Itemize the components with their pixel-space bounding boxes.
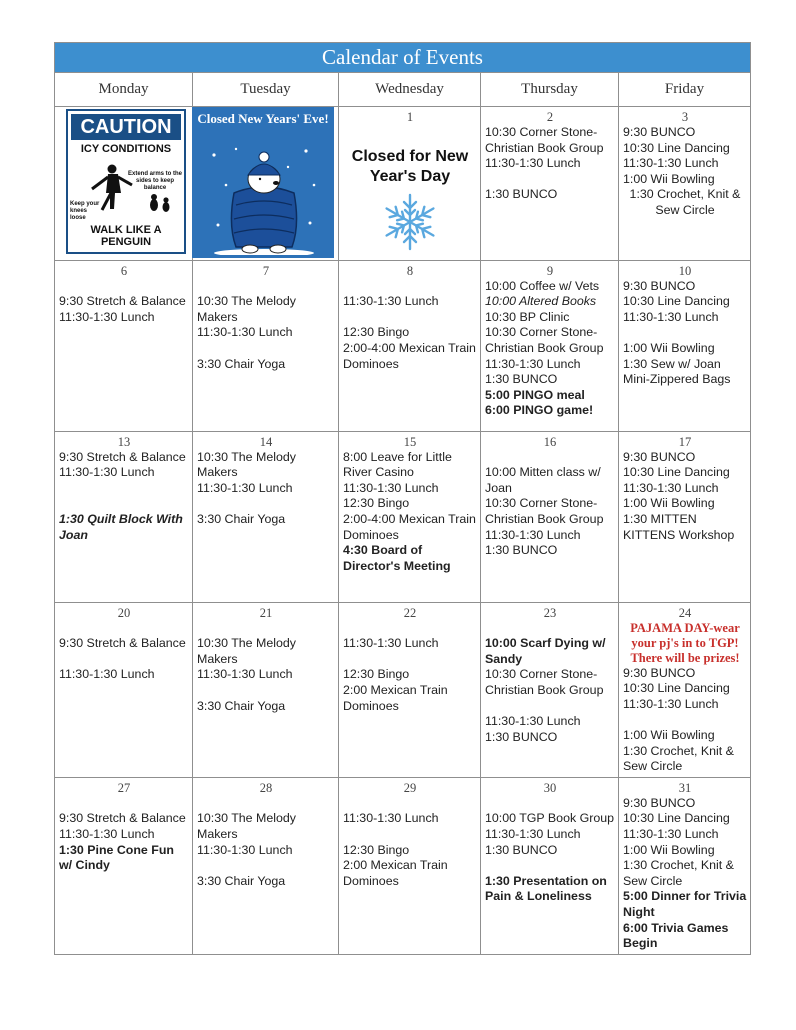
event-line: 10:30 Corner Stone-Christian Book Group <box>485 667 604 697</box>
day-number: 3 <box>681 110 689 124</box>
day-header-thursday: Thursday <box>481 73 619 107</box>
spacer <box>343 796 477 812</box>
event-line: 1:30 BUNCO <box>485 543 558 558</box>
day-number: 24 <box>678 605 692 620</box>
event-line: 11:30-1:30 Lunch <box>623 696 719 711</box>
spacer <box>623 712 747 728</box>
day-cell-week4-thu <box>481 602 619 777</box>
event-line: 10:30 Corner Stone-Christian Book Group <box>485 325 604 355</box>
pajama-day-notice: PAJAMA DAY-wear your pj's in to TGP! There will be prizes! <box>630 620 740 665</box>
spacer <box>485 450 615 466</box>
closed-new-years-day-text: Closed for New Year's Day <box>351 148 469 185</box>
day-number: 13 <box>117 434 131 449</box>
event-line: 11:30-1:30 Lunch <box>59 826 155 841</box>
event-line: 3:30 Chair Yoga <box>197 873 286 888</box>
day-cell-week2-mon <box>55 260 193 431</box>
event-line: 9:30 BUNCO <box>623 795 696 810</box>
day-number: 1 <box>406 110 414 124</box>
event-line: 1:30 Crochet, Knit & Sew Circle <box>623 743 738 774</box>
day-cell-week3-tue <box>193 431 339 602</box>
event-line: 10:30 The Melody Makers <box>197 811 300 841</box>
event-line: 11:30-1:30 Lunch <box>343 480 439 495</box>
event-line: 11:30-1:30 Lunch <box>485 714 581 729</box>
day-number: 15 <box>403 434 417 449</box>
day-header-friday: Friday <box>619 73 751 107</box>
event-line: 1:00 Wii Bowling <box>623 171 715 186</box>
day-cell-week4-tue <box>193 602 339 777</box>
event-line: 11:30-1:30 Lunch <box>485 356 581 371</box>
event-line: 10:00 Coffee w/ Vets <box>485 278 600 293</box>
event-line: 10:00 Altered Books <box>485 294 597 309</box>
event-line: 9:30 BUNCO <box>623 665 696 680</box>
day-number: 8 <box>406 263 414 278</box>
event-line: 2:00 Mexican Train Dominoes <box>343 858 452 888</box>
spacer <box>197 496 335 512</box>
spacer <box>59 279 189 295</box>
event-line: 11:30-1:30 Lunch <box>623 156 719 171</box>
event-line: 8:00 Leave for Little River Casino <box>343 449 456 480</box>
day-number: 7 <box>262 263 270 278</box>
event-line: 4:30 Board of Director's Meeting <box>343 543 451 573</box>
spacer <box>485 699 615 715</box>
event-line: 11:30-1:30 Lunch <box>343 294 439 309</box>
day-number: 2 <box>546 110 554 124</box>
event-line: 1:00 Wii Bowling <box>623 842 715 857</box>
event-line: 11:30-1:30 Lunch <box>59 465 155 480</box>
icy-conditions-text: ICY CONDITIONS <box>80 143 172 155</box>
event-line: 1:30 Sew w/ Joan Mini-Zippered Bags <box>623 356 731 387</box>
event-line: 10:30 The Melody Makers <box>197 294 300 324</box>
event-line: 1:30 BUNCO <box>485 372 558 387</box>
day-cell-week1-wed <box>339 107 481 261</box>
event-line: 10:30 Line Dancing <box>623 465 730 480</box>
day-header-monday: Monday <box>55 73 193 107</box>
spacer <box>197 858 335 874</box>
event-line: 9:30 BUNCO <box>623 125 696 139</box>
spacer <box>343 310 477 326</box>
event-line: 10:00 Mitten class w/ Joan <box>485 465 605 495</box>
event-line: 3:30 Chair Yoga <box>197 356 286 371</box>
day-number: 22 <box>403 605 417 620</box>
event-line: 9:30 Stretch & Balance <box>59 449 186 464</box>
spacer <box>343 652 477 668</box>
snoopy-in-puffy-coat-icon <box>206 145 322 255</box>
spacer <box>485 858 615 874</box>
spacer <box>343 827 477 843</box>
event-line: 1:00 Wii Bowling <box>623 496 715 511</box>
day-number: 30 <box>543 780 557 795</box>
day-header-tuesday: Tuesday <box>193 73 339 107</box>
day-cell-week1-thu <box>481 107 619 261</box>
day-header-wednesday: Wednesday <box>339 73 481 107</box>
extend-arms-text: Extend arms to the sides to keep balance <box>127 171 182 191</box>
event-line: 3:30 Chair Yoga <box>197 511 286 526</box>
day-cell-week4-wed <box>339 602 481 777</box>
day-number: 20 <box>117 605 131 620</box>
event-line: 11:30-1:30 Lunch <box>623 309 719 324</box>
event-line: 1:30 Presentation on Pain & Loneliness <box>485 873 611 904</box>
spacer <box>59 796 189 812</box>
spacer <box>343 279 477 295</box>
event-line: 5:00 Dinner for Trivia Night <box>623 889 750 919</box>
event-line: 2:00-4:00 Mexican Train Dominoes <box>343 511 480 542</box>
event-line: 12:30 Bingo <box>343 667 410 682</box>
snowflake-icon <box>343 191 477 258</box>
event-line: 11:30-1:30 Lunch <box>343 811 439 826</box>
event-line: 6:00 Trivia Games Begin <box>623 920 732 951</box>
day-cell-week3-thu <box>481 431 619 602</box>
day-number: 6 <box>120 263 128 278</box>
day-cell-week5-tue <box>193 777 339 954</box>
spacer <box>485 796 615 812</box>
event-line: 1:30 BUNCO <box>485 842 558 857</box>
event-line: 11:30-1:30 Lunch <box>197 842 293 857</box>
event-line: 11:30-1:30 Lunch <box>59 309 155 324</box>
event-line: 11:30-1:30 Lunch <box>197 480 293 495</box>
spacer <box>197 621 335 637</box>
event-line: 1:30 Pine Cone Fun w/ Cindy <box>59 842 178 873</box>
keep-knees-loose-text: Keep your knees loose <box>70 201 100 221</box>
day-cell-week3-mon <box>55 431 193 602</box>
event-line: 1:30 MITTEN KITTENS Workshop <box>623 511 735 542</box>
spacer <box>59 621 189 637</box>
event-line: 10:30 Corner Stone-Christian Book Group <box>485 125 604 155</box>
spacer <box>197 341 335 357</box>
event-line: 1:00 Wii Bowling <box>623 727 715 742</box>
day-number: 9 <box>546 263 554 278</box>
event-line: 10:30 The Melody Makers <box>197 636 300 666</box>
day-cell-week3-fri <box>619 431 751 602</box>
spacer <box>197 796 335 812</box>
spacer <box>485 621 615 637</box>
event-line: 1:30 BUNCO <box>485 187 558 202</box>
spacer <box>197 683 335 699</box>
event-line: 2:00 Mexican Train Dominoes <box>343 682 452 713</box>
event-line: 1:30 BUNCO <box>485 729 558 744</box>
event-line: 10:30 Line Dancing <box>623 140 730 155</box>
event-line: 5:00 PINGO meal <box>485 387 585 402</box>
day-cell-week4-mon <box>55 602 193 777</box>
event-line: 11:30-1:30 Lunch <box>623 826 719 841</box>
event-line: 10:30 Line Dancing <box>623 294 730 309</box>
day-number: 29 <box>403 780 417 795</box>
event-line: 10:30 The Melody Makers <box>197 449 300 480</box>
event-line: 11:30-1:30 Lunch <box>485 826 581 841</box>
event-line: 9:30 Stretch & Balance <box>59 294 186 309</box>
day-cell-week2-fri <box>619 260 751 431</box>
caution-heading: CAUTION <box>71 114 181 140</box>
day-number: 27 <box>117 780 131 795</box>
event-line: 11:30-1:30 Lunch <box>197 667 293 682</box>
day-cell-week2-wed <box>339 260 481 431</box>
spacer <box>197 279 335 295</box>
day-cell-week2-tue <box>193 260 339 431</box>
day-cell-week1-fri <box>619 107 751 261</box>
event-line: 10:00 Scarf Dying w/ Sandy <box>485 636 609 666</box>
spacer <box>623 325 747 341</box>
event-line: 9:30 Stretch & Balance <box>59 811 186 826</box>
event-line: 10:30 Line Dancing <box>623 811 730 826</box>
day-cell-week5-thu <box>481 777 619 954</box>
spacer <box>485 172 615 188</box>
day-cell-week2-thu <box>481 260 619 431</box>
day-number: 31 <box>678 780 692 795</box>
event-line: 9:30 BUNCO <box>623 278 696 293</box>
day-number: 21 <box>259 605 273 620</box>
event-line: 12:30 Bingo <box>343 496 410 511</box>
event-line: 11:30-1:30 Lunch <box>343 636 439 651</box>
calendar-title: Calendar of Events <box>55 43 751 73</box>
spacer <box>59 481 189 497</box>
event-line: 1:30 Crochet, Knit & Sew Circle <box>623 858 738 888</box>
event-line: 1:00 Wii Bowling <box>623 340 715 355</box>
spacer <box>59 652 189 668</box>
day-cell-week5-wed <box>339 777 481 954</box>
day-cell-week5-mon <box>55 777 193 954</box>
event-line: 12:30 Bingo <box>343 842 410 857</box>
day-number: 28 <box>259 780 273 795</box>
event-line: 10:30 BP Clinic <box>485 309 570 324</box>
day-number: 23 <box>543 605 557 620</box>
event-line: 10:30 Line Dancing <box>623 681 730 696</box>
day-number: 17 <box>678 434 692 449</box>
day-number: 14 <box>259 434 273 449</box>
day-cell-week3-wed <box>339 431 481 602</box>
event-line: 10:00 TGP Book Group <box>485 811 615 826</box>
event-line: 10:30 Corner Stone-Christian Book Group <box>485 496 604 526</box>
event-line: 1:30 Quilt Block With Joan <box>59 511 187 542</box>
event-line: 11:30-1:30 Lunch <box>197 325 293 340</box>
event-line: 3:30 Chair Yoga <box>197 698 286 713</box>
day-cell-week5-fri <box>619 777 751 954</box>
event-line: 6:00 PINGO game! <box>485 403 594 418</box>
closed-new-years-eve-text: Closed New Years' Eve! <box>197 111 329 126</box>
day-cell-week4-fri <box>619 602 751 777</box>
walk-like-a-penguin-text: WALK LIKE A PENGUIN <box>90 224 162 248</box>
event-line: 12:30 Bingo <box>343 325 410 340</box>
event-line: 11:30-1:30 Lunch <box>59 667 155 682</box>
spacer <box>59 496 189 512</box>
caution-sign-image <box>66 109 186 254</box>
day-number: 10 <box>678 263 692 278</box>
event-line: 9:30 Stretch & Balance <box>59 636 186 651</box>
snoopy-winter-image <box>192 107 334 258</box>
event-line: 11:30-1:30 Lunch <box>623 480 719 495</box>
day-number: 16 <box>543 434 557 449</box>
event-line: 11:30-1:30 Lunch <box>485 156 581 171</box>
event-line: 2:00-4:00 Mexican Train Dominoes <box>343 340 480 371</box>
event-line: 1:30 Crochet, Knit & Sew Circle <box>629 187 744 217</box>
event-line: 11:30-1:30 Lunch <box>485 527 581 542</box>
event-line: 9:30 BUNCO <box>623 449 696 464</box>
spacer <box>343 621 477 637</box>
